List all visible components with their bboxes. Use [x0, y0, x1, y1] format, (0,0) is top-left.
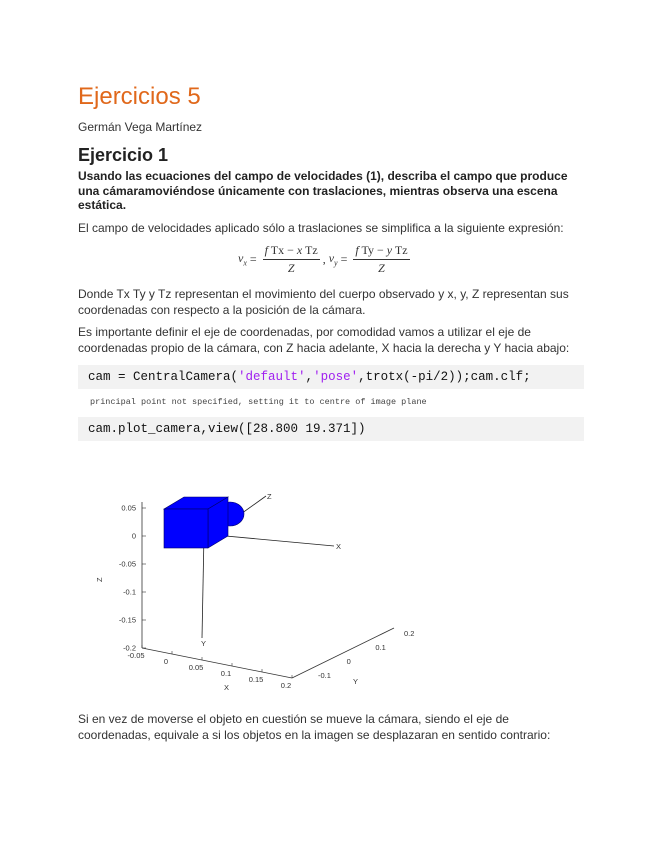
- code-output: principal point not specified, setting it to centre of image plane: [90, 397, 427, 407]
- velocity-equation: $v_x$ = $\frac{\text{f Tx − x Tz}}{Z}$ , $v_y$ = $\frac{\text{f Ty − y Tz}}{Z}$: [238, 243, 408, 275]
- camera-3d-plot: [78, 480, 438, 695]
- x-tick-label: 0.1: [220, 669, 232, 678]
- x-tick-label: 0.05: [188, 663, 204, 672]
- camera-z-label: Z: [267, 492, 272, 501]
- x-axis-label: X: [224, 683, 230, 692]
- paragraph-intro: El campo de velocidades aplicado sólo a traslaciones se simplifica a la siguiente expresión:: [78, 221, 564, 235]
- vy-symbol: $v_y$: [328, 251, 338, 268]
- y-tick-label: 0.2: [404, 629, 415, 638]
- z-tick-label: 0: [131, 531, 136, 541]
- z-axis-label: Z: [95, 577, 104, 582]
- fraction-vx: $\frac{\text{f Tx − x Tz}}{Z}$: [264, 243, 318, 275]
- z-tick-label: 0.05: [121, 503, 136, 513]
- z-tick-label: -0.05: [118, 559, 136, 569]
- x-tick-label: 0.2: [280, 681, 292, 690]
- vx-symbol: $v_x$: [238, 251, 247, 268]
- equals-sign: =: [249, 252, 257, 266]
- paragraph-conclusion: Si en vez de moverse el objeto en cuestión se mueve la cámara, siendo el eje de coordenadas, equivale a si los objetos en la imagen se desplazaran en sentido contrario:: [78, 712, 551, 742]
- camera-front-face: [164, 509, 208, 548]
- document-title: Ejercicios 5: [78, 83, 201, 110]
- plot-svg: [78, 480, 438, 695]
- y-tick-label: 0: [346, 657, 351, 666]
- x-axis-ticks: [127, 645, 292, 690]
- paragraph-variables: Donde Tx Ty y Tz representan el movimiento del cuerpo observado y x, y, Z representan sus coordenadas con respecto a la posición de la cámara.: [78, 287, 569, 317]
- exercise-question: Usando las ecuaciones del campo de velocidades (1), describa el campo que produce una cámaramoviéndose únicamente con traslaciones, mientras observa una escena estática.: [78, 169, 568, 212]
- y-axis-line: [292, 628, 394, 678]
- x-tick-label: 0.15: [248, 675, 264, 684]
- z-tick-label: -0.15: [118, 615, 136, 625]
- z-tick-label: -0.2: [123, 643, 136, 653]
- equals-sign-2: =: [340, 252, 348, 266]
- z-tick-label: -0.1: [123, 587, 136, 597]
- y-axis-ticks: [318, 629, 414, 680]
- camera-x-label: X: [336, 542, 342, 551]
- x-tick-label: -0.05: [127, 651, 145, 660]
- paragraph-axes: Es importante definir el eje de coordenadas, por comodidad vamos a utilizar el eje de coordenadas propio de la cámara, con Z hacia adelante, X hacia la derecha y Y hacia abajo:: [78, 325, 570, 355]
- section-title: Ejercicio 1: [78, 145, 169, 165]
- camera-y-axis: [202, 534, 204, 638]
- code-block-2: cam.plot_camera,view([28.800 19.371]): [78, 417, 584, 441]
- y-tick-label: 0.1: [375, 643, 386, 652]
- camera-model: [164, 497, 244, 548]
- x-tick-label: 0: [163, 657, 169, 666]
- camera-y-label: Y: [201, 639, 207, 648]
- y-axis-label: Y: [353, 677, 359, 686]
- code-block-1: cam = CentralCamera( 'default' , 'pose' ,trotx(-pi/2));cam.clf;: [78, 365, 584, 389]
- y-tick-label: -0.1: [318, 671, 331, 680]
- fraction-vy: $\frac{\text{f Ty − y Tz}}{Z}$: [355, 243, 408, 275]
- author-name: Germán Vega Martínez: [78, 120, 203, 134]
